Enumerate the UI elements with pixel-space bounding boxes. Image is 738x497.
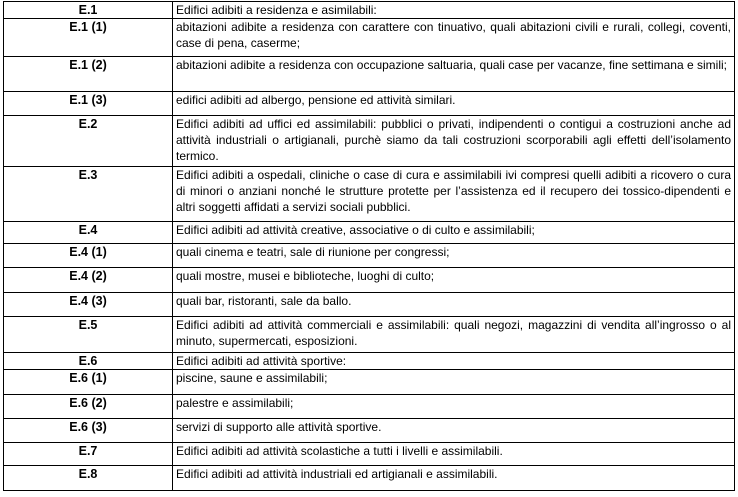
row-description: Edifici adibiti ad attività creative, associative o di culto e assimilabili;: [173, 222, 735, 244]
row-description: Edifici adibiti ad attività commerciali e assimilabili: quali negozi, magazzini di vendita all’ingrosso o al minuto, supermercati, esposizioni.: [173, 317, 735, 353]
table-row: [4, 268, 735, 293]
row-description: edifici adibiti ad albergo, pensione ed attività similari.: [173, 92, 735, 116]
row-code: E.4 (1): [4, 244, 173, 268]
row-description: piscine, saune e assimilabili;: [173, 370, 735, 395]
row-code: E.4 (2): [4, 268, 173, 293]
table-row: [4, 222, 735, 244]
table-row: [4, 370, 735, 395]
row-description: Edifici adibiti ad uffici ed assimilabili: pubblici o privati, indipendenti o contigui a costruzioni anche ad attività industriali o artigianali, purchè siamo da tali costruzioni scorporabili agli effetti dell’isolamento termico.: [173, 116, 735, 167]
row-code: E.6 (1): [4, 370, 173, 395]
row-code: E.4 (3): [4, 293, 173, 317]
row-description: Edifici adibiti a residenza e asimilabili:: [173, 2, 735, 19]
row-code: E.8: [4, 466, 173, 491]
row-description: Edifici adibiti ad attività scolastiche a tutti i livelli e assimilabili.: [173, 443, 735, 466]
building-classification-table: [3, 1, 735, 491]
table-row: [4, 443, 735, 466]
row-code: E.1: [4, 2, 173, 19]
row-code: E.1 (2): [4, 57, 173, 92]
row-description: palestre e assimilabili;: [173, 395, 735, 419]
row-code: E.5: [4, 317, 173, 353]
table-row: [4, 293, 735, 317]
row-description: quali bar, ristoranti, sale da ballo.: [173, 293, 735, 317]
table-row: [4, 92, 735, 116]
row-description: abitazioni adibite a residenza con occupazione saltuaria, quali case per vacanze, fine settimana e simili;: [173, 57, 735, 92]
table-row: [4, 19, 735, 57]
row-code: E.4: [4, 222, 173, 244]
table-row: [4, 353, 735, 370]
row-code: E.1 (3): [4, 92, 173, 116]
row-code: E.6 (3): [4, 419, 173, 443]
table-row: [4, 419, 735, 443]
row-code: E.7: [4, 443, 173, 466]
table-row: [4, 317, 735, 353]
row-description: Edifici adibiti a ospedali, cliniche o case di cura e assimilabili ivi compresi quelli adibiti a ricovero o cura di minori o anziani nonché le strutture protette per l’assistenza ed il recupero dei tossico-dipendenti e altri soggetti affidati a servizi sociali pubblici.: [173, 167, 735, 222]
row-code: E.2: [4, 116, 173, 167]
row-description: abitazioni adibite a residenza con carattere con tinuativo, quali abitazioni civili e rurali, collegi, coventi, case di pena, caserme;: [173, 19, 735, 57]
row-code: E.6 (2): [4, 395, 173, 419]
row-code: E.1 (1): [4, 19, 173, 57]
table-row: [4, 57, 735, 92]
row-code: E.3: [4, 167, 173, 222]
row-description: quali cinema e teatri, sale di riunione per congressi;: [173, 244, 735, 268]
row-description: Edifici adibiti ad attività sportive:: [173, 353, 735, 370]
row-description: quali mostre, musei e biblioteche, luoghi di culto;: [173, 268, 735, 293]
table-row: [4, 2, 735, 19]
table-row: [4, 167, 735, 222]
row-description: servizi di supporto alle attività sportive.: [173, 419, 735, 443]
table-row: [4, 395, 735, 419]
row-code: E.6: [4, 353, 173, 370]
table-row: [4, 116, 735, 167]
table-row: [4, 244, 735, 268]
row-description: Edifici adibiti ad attività industriali ed artigianali e assimilabili.: [173, 466, 735, 491]
table-row: [4, 466, 735, 491]
